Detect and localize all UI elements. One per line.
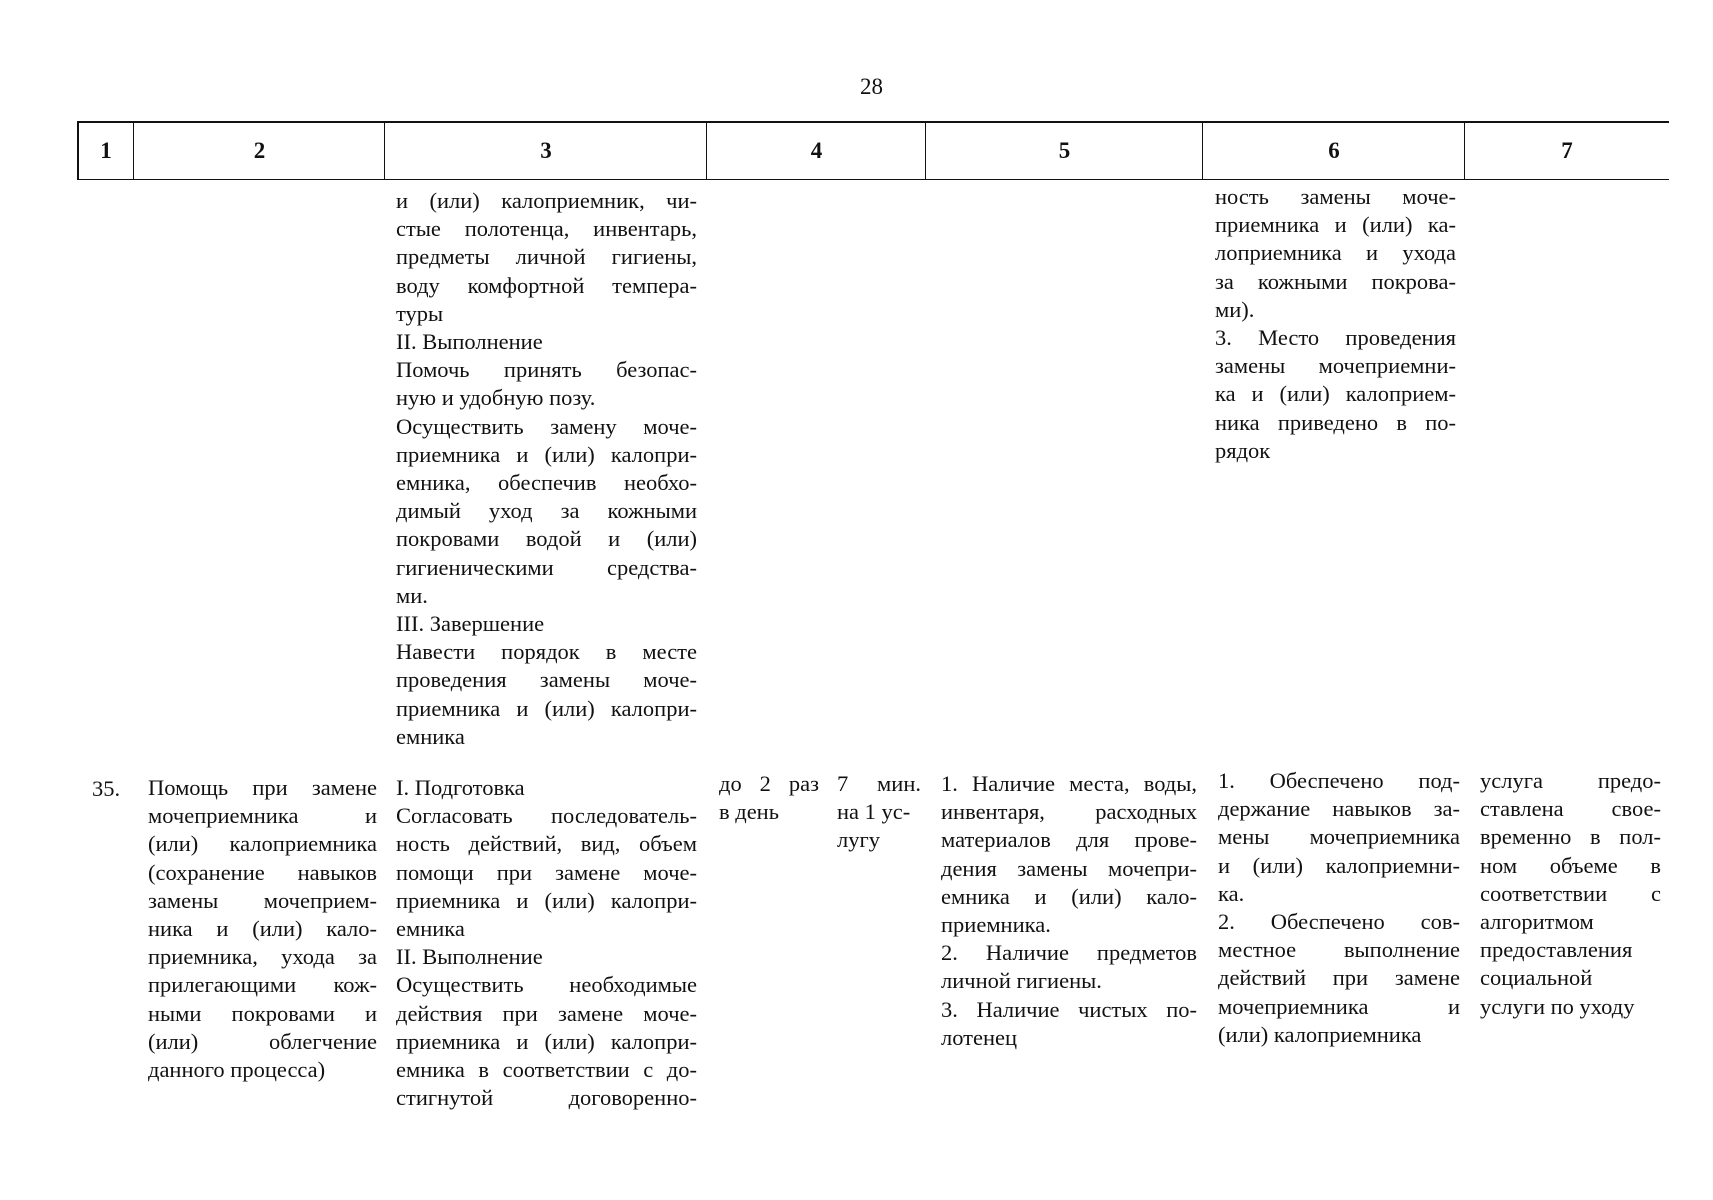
row35-evaluation	[1480, 767, 1661, 1021]
text-line: Осуществить замену моче-	[396, 413, 697, 439]
text-line: туры	[396, 300, 444, 326]
text-line: мочеприемника и	[148, 803, 377, 829]
header-col-5: 5	[925, 123, 1203, 179]
row35-frequency	[719, 770, 819, 826]
row35-conditions	[941, 770, 1197, 1052]
text-line: Осуществить необходимые	[396, 972, 697, 998]
text-line: мены мочеприемника	[1218, 824, 1460, 850]
text-line: лугу	[837, 827, 880, 853]
text-line: замены мочеприем-	[148, 887, 377, 913]
text-line: емника и (или) кало-	[941, 883, 1197, 909]
text-line: соответствии с	[1480, 880, 1661, 906]
text-line: 2. Обеспечено сов-	[1218, 909, 1460, 935]
text-line: действия при замене моче-	[396, 1000, 697, 1026]
text-line: ставлена свое-	[1480, 796, 1661, 822]
text-line: до 2 раз	[719, 771, 819, 796]
text-line: рядок	[1215, 437, 1271, 463]
text-line: услуги по уходу	[1480, 993, 1635, 1019]
text-line: ми).	[1215, 296, 1255, 322]
header-col-4: 4	[706, 123, 926, 179]
text-line: ка и (или) калоприем-	[1215, 381, 1456, 407]
text-line: на 1 ус-	[837, 799, 911, 825]
header-col-7: 7	[1464, 123, 1669, 179]
text-line: личной гигиены.	[941, 968, 1102, 994]
text-line: и (или) калоприемник, чи-	[396, 188, 697, 213]
text-line: временно в пол-	[1480, 824, 1661, 850]
text-line: проведения замены моче-	[396, 667, 697, 693]
text-line: ном объеме в	[1480, 852, 1661, 878]
text-line: инвентаря, расходных	[941, 799, 1197, 825]
text-line: замены мочеприемни-	[1215, 353, 1456, 379]
table-header-row	[77, 121, 1669, 180]
text-line: социальной	[1480, 965, 1593, 991]
text-line: воду комфортной темпера-	[396, 272, 697, 298]
text-line: 1. Наличие места, воды,	[941, 771, 1197, 796]
text-line: в день	[719, 799, 779, 825]
continuation-col3-text	[396, 187, 697, 751]
text-line: лоприемника и ухода	[1215, 240, 1456, 266]
text-line: Навести порядок в месте	[396, 639, 697, 665]
header-col-2: 2	[133, 123, 385, 179]
text-line: стые полотенца, инвентарь,	[396, 216, 697, 242]
text-line: емника	[396, 916, 465, 942]
text-line: 7 мин.	[837, 771, 921, 796]
text-line: мочеприемника и	[1218, 993, 1460, 1019]
text-line: ника приведено в по-	[1215, 409, 1456, 435]
continuation-col6-text	[1215, 183, 1456, 465]
text-line: (или) облегчение	[148, 1028, 377, 1054]
header-col-1: 1	[77, 123, 133, 179]
text-line: 1. Обеспечено под-	[1218, 768, 1460, 793]
text-line: приемника, ухода за	[148, 944, 377, 970]
text-line: II. Выполнение	[396, 944, 543, 970]
text-line: и (или) калоприемни-	[1218, 852, 1460, 878]
text-line: алгоритмом	[1480, 909, 1594, 935]
text-line: I. Подготовка	[396, 775, 525, 800]
text-line: (или) калоприемника	[1218, 1021, 1422, 1047]
text-line: ника и (или) кало-	[148, 916, 377, 942]
text-line: лотенец	[941, 1024, 1018, 1050]
row-number: 35.	[92, 776, 121, 801]
text-line: помощи при замене моче-	[396, 859, 697, 885]
text-line: приемника и (или) калопри-	[396, 1028, 697, 1054]
text-line: димый уход за кожными	[396, 498, 697, 524]
page-number: 28	[860, 74, 883, 99]
text-line: 3. Наличие чистых по-	[941, 996, 1197, 1022]
text-line: Помощь при замене	[148, 775, 377, 800]
text-line: гигиеническими средства-	[396, 554, 697, 580]
text-line: держание навыков за-	[1218, 796, 1460, 822]
row35-service-name	[148, 774, 377, 1084]
text-line: 3. Место проведения	[1215, 325, 1456, 351]
text-line: (или) калоприемника	[148, 831, 377, 857]
text-line: III. Завершение	[396, 611, 545, 637]
text-line: за кожными покрова-	[1215, 268, 1456, 294]
text-line: стигнутой договоренно-	[396, 1085, 697, 1111]
text-line: предметы личной гигиены,	[396, 244, 697, 270]
header-col-6: 6	[1202, 123, 1465, 179]
text-line: дения замены мочепри-	[941, 855, 1197, 881]
text-line: приемника и (или) калопри-	[396, 441, 697, 467]
text-line: приемника и (или) ка-	[1215, 212, 1456, 238]
text-line: (сохранение навыков	[148, 859, 377, 885]
row35-duration	[837, 770, 921, 855]
text-line: емника в соответствии с до-	[396, 1057, 697, 1083]
text-line: приемника и (или) калопри-	[396, 695, 697, 721]
text-line: ность замены моче-	[1215, 184, 1456, 209]
text-line: емника, обеспечив необхо-	[396, 470, 697, 496]
text-line: ными покровами и	[148, 1000, 377, 1026]
text-line: прилегающими кож-	[148, 972, 377, 998]
text-line: покровами водой и (или)	[396, 526, 697, 552]
text-line: действий при замене	[1218, 965, 1460, 991]
text-line: II. Выполнение	[396, 329, 543, 355]
row35-results	[1218, 767, 1460, 1049]
text-line: ка.	[1218, 880, 1245, 906]
text-line: Помочь принять безопас-	[396, 357, 697, 383]
text-line: материалов для прове-	[941, 827, 1197, 853]
text-line: приемника и (или) калопри-	[396, 887, 697, 913]
text-line: приемника.	[941, 912, 1051, 938]
text-line: Согласовать последователь-	[396, 803, 697, 829]
text-line: ность действий, вид, объем	[396, 831, 697, 857]
text-line: ную и удобную позу.	[396, 385, 596, 411]
text-line: данного процесса)	[148, 1057, 326, 1083]
text-line: 2. Наличие предметов	[941, 940, 1197, 966]
text-line: услуга предо-	[1480, 768, 1661, 793]
row35-procedure	[396, 774, 697, 1112]
header-col-3: 3	[384, 123, 707, 179]
text-line: местное выполнение	[1218, 937, 1460, 963]
text-line: предоставления	[1480, 937, 1633, 963]
text-line: ми.	[396, 582, 428, 608]
text-line: емника	[396, 723, 465, 749]
